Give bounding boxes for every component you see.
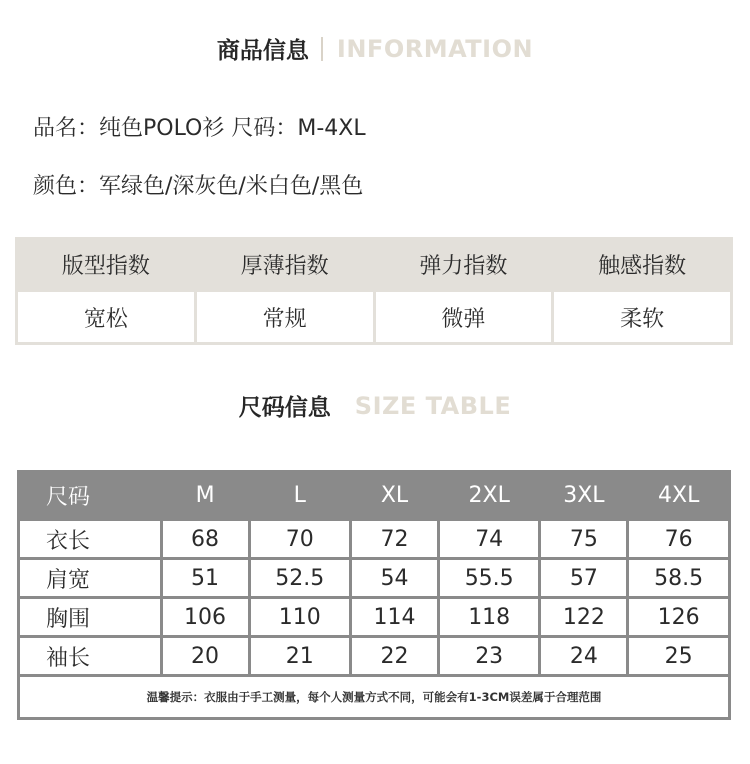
index-table-value-row [17,291,732,344]
index-header-cell: 弹力指数 [374,239,553,291]
size-cell: 106 [161,598,249,637]
size-cell: 25 [628,637,730,676]
size-cell: 54 [351,559,439,598]
size-cell: 55.5 [438,559,540,598]
size-header-cell: 3XL [540,472,628,520]
size-table-header-row [19,472,730,520]
size-cell: 72 [351,520,439,559]
size-title-en: SIZE TABLE [354,391,512,420]
size-header-cell: M [161,472,249,520]
size-cell: 122 [540,598,628,637]
info-section-header [0,32,750,65]
size-cell: 23 [438,637,540,676]
size-cell: 52.5 [249,559,351,598]
table-row [19,520,730,559]
size-cell: 68 [161,520,249,559]
size-cell: 126 [628,598,730,637]
index-value-cell: 常规 [195,291,374,344]
size-header-cell: XL [351,472,439,520]
size-cell: 75 [540,520,628,559]
size-note-row [19,676,730,719]
index-value-cell: 柔软 [553,291,732,344]
table-row [19,598,730,637]
size-cell: 118 [438,598,540,637]
size-cell: 24 [540,637,628,676]
table-row [19,559,730,598]
size-cell: 57 [540,559,628,598]
index-table-header-row [17,239,732,291]
index-header-cell: 版型指数 [17,239,196,291]
product-name-line: 品名：纯色POLO衫 尺码：M-4XL [33,116,366,141]
size-cell: 51 [161,559,249,598]
size-cell: 22 [351,637,439,676]
size-cell: 110 [249,598,351,637]
index-table [15,237,733,345]
product-color-line: 颜色：军绿色/深灰色/米白色/黑色 [33,174,364,199]
size-section-header [0,389,750,422]
size-cell: 74 [438,520,540,559]
size-header-label: 尺码 [19,472,162,520]
row-label: 胸围 [19,598,162,637]
index-value-cell: 微弹 [374,291,553,344]
size-header-cell: L [249,472,351,520]
size-cell: 21 [249,637,351,676]
size-cell: 20 [161,637,249,676]
row-label: 袖长 [19,637,162,676]
size-header-cell: 4XL [628,472,730,520]
index-header-cell: 触感指数 [553,239,732,291]
row-label: 肩宽 [19,559,162,598]
size-table [17,470,731,720]
measurement-note: 温馨提示：衣服由于手工测量，每个人测量方式不同，可能会有1-3CM误差属于合理范围 [19,676,730,719]
size-header-cell: 2XL [438,472,540,520]
index-value-cell: 宽松 [17,291,196,344]
index-header-cell: 厚薄指数 [195,239,374,291]
size-cell: 76 [628,520,730,559]
table-row [19,637,730,676]
size-cell: 58.5 [628,559,730,598]
size-cell: 114 [351,598,439,637]
info-title-en: INFORMATION [336,34,534,63]
title-divider [321,37,323,61]
size-title-cn: 尺码信息 [238,395,331,421]
row-label: 衣长 [19,520,162,559]
size-cell: 70 [249,520,351,559]
info-title-cn: 商品信息 [216,38,309,64]
